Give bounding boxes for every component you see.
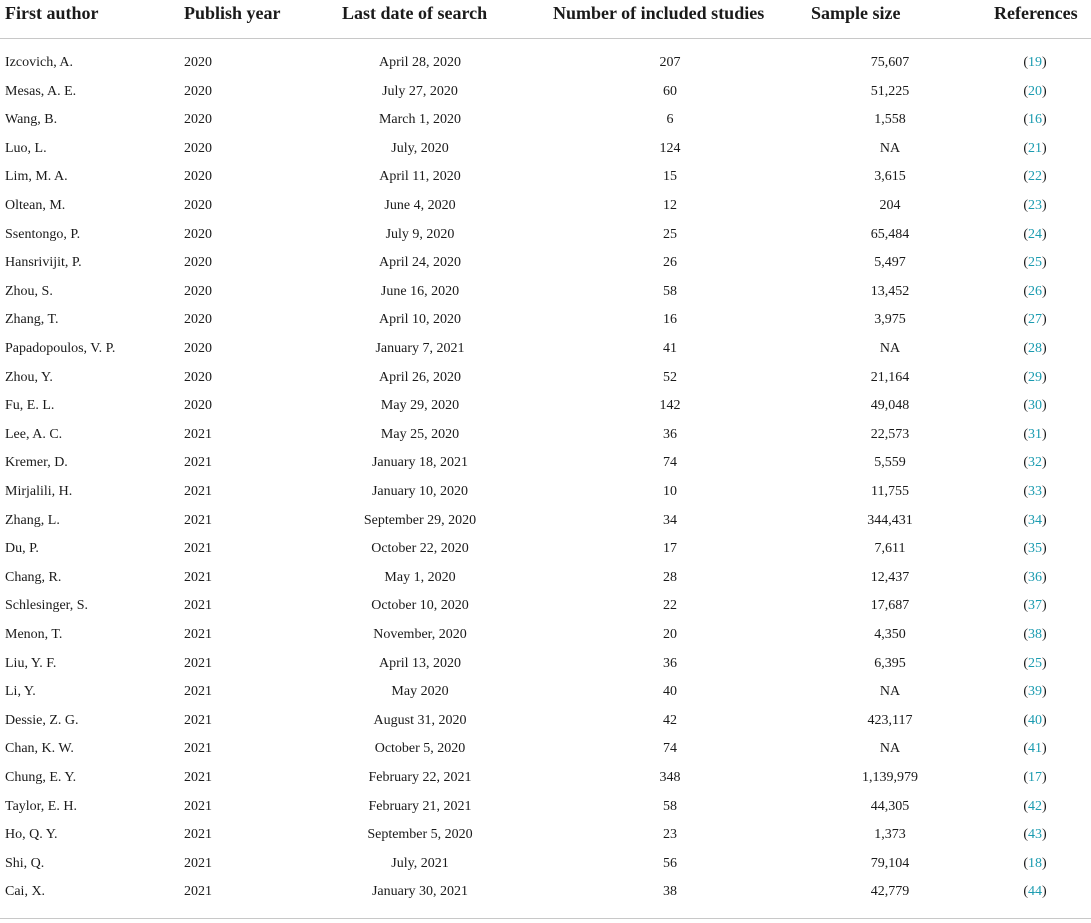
cell-reference: (27): [1023, 312, 1047, 328]
cell-reference: (19): [1023, 55, 1047, 70]
cell-publish-year: 2020: [184, 198, 212, 213]
cell-publish-year: 2020: [184, 369, 212, 385]
cell-reference: (34): [1023, 512, 1047, 528]
cell-last-date: February 21, 2021: [368, 798, 472, 814]
cell-last-date: May 25, 2020: [380, 426, 460, 442]
cell-first-author: Zhou, S.: [5, 283, 53, 299]
table-row: [0, 421, 1091, 449]
cell-reference: (20): [1023, 83, 1047, 99]
reference-link[interactable]: 38: [1028, 627, 1042, 642]
cell-num-studies: 20: [663, 627, 677, 642]
table-row: [0, 735, 1091, 763]
cell-sample-size: 1,139,979: [862, 770, 918, 785]
cell-num-studies: 58: [663, 283, 677, 299]
cell-last-date: January 30, 2021: [371, 884, 469, 900]
cell-first-author: Schlesinger, S.: [5, 598, 89, 614]
header-sample-size: Sample size: [811, 3, 901, 23]
cell-num-studies: 41: [663, 341, 677, 356]
cell-num-studies: 6: [666, 112, 674, 128]
reference-link[interactable]: 17: [1028, 770, 1042, 785]
reference-link[interactable]: 26: [1028, 283, 1042, 299]
cell-first-author: Shi, Q.: [5, 855, 45, 871]
table-row: [0, 478, 1091, 506]
table-row: [0, 821, 1091, 849]
cell-reference: (25): [1023, 655, 1047, 671]
cell-reference: (41): [1023, 741, 1047, 757]
cell-sample-size: 1,373: [874, 827, 906, 843]
cell-publish-year: 2021: [184, 827, 212, 843]
reference-link[interactable]: 42: [1028, 798, 1042, 814]
cell-sample-size: 49,048: [870, 398, 910, 414]
cell-last-date: May 1, 2020: [384, 569, 456, 585]
cell-publish-year: 2021: [184, 426, 212, 442]
cell-num-studies: 124: [659, 140, 681, 156]
reference-link[interactable]: 41: [1028, 741, 1042, 757]
cell-first-author: Chang, R.: [5, 569, 62, 585]
cell-reference: (22): [1023, 169, 1047, 185]
cell-num-studies: 38: [663, 884, 677, 900]
cell-sample-size: 13,452: [870, 283, 910, 299]
cell-reference: (16): [1023, 112, 1047, 128]
cell-sample-size: 17,687: [870, 598, 910, 614]
reference-link[interactable]: 20: [1028, 83, 1042, 99]
cell-reference: (30): [1023, 398, 1047, 414]
header-first-author: First author: [5, 3, 99, 23]
reference-link[interactable]: 32: [1028, 455, 1042, 471]
reference-link[interactable]: 18: [1028, 855, 1042, 871]
cell-last-date: July 27, 2020: [382, 83, 458, 99]
cell-first-author: Ho, Q. Y.: [5, 827, 58, 843]
cell-sample-size: 1,558: [874, 112, 906, 128]
cell-last-date: June 16, 2020: [380, 283, 460, 299]
cell-sample-size: 5,497: [874, 255, 906, 271]
cell-sample-size: 7,611: [874, 541, 906, 557]
cell-sample-size: 12,437: [870, 569, 910, 585]
table-row: [0, 592, 1091, 620]
cell-sample-size: 11,755: [871, 484, 909, 499]
cell-reference: (24): [1023, 226, 1047, 242]
cell-num-studies: 36: [663, 426, 677, 442]
cell-first-author: Papadopoulos, V. P.: [5, 341, 116, 356]
cell-reference: (29): [1023, 369, 1047, 385]
cell-sample-size: 6,395: [874, 655, 906, 671]
table-row: [0, 707, 1091, 735]
cell-publish-year: 2021: [184, 541, 212, 557]
cell-first-author: Izcovich, A.: [5, 55, 74, 70]
cell-num-studies: 36: [663, 655, 677, 671]
cell-num-studies: 348: [659, 770, 681, 785]
cell-last-date: April 28, 2020: [378, 55, 462, 70]
cell-first-author: Chan, K. W.: [5, 741, 74, 757]
cell-sample-size: 44,305: [870, 798, 910, 814]
cell-last-date: October 10, 2020: [371, 598, 469, 614]
cell-publish-year: 2021: [184, 684, 212, 700]
reference-link[interactable]: 21: [1028, 140, 1042, 156]
cell-num-studies: 15: [663, 169, 677, 185]
table-row: [0, 49, 1091, 77]
cell-sample-size: NA: [879, 341, 901, 356]
cell-sample-size: 51,225: [870, 83, 910, 99]
cell-num-studies: 74: [663, 741, 677, 757]
cell-publish-year: 2021: [184, 741, 212, 757]
cell-num-studies: 28: [663, 569, 677, 585]
cell-last-date: October 5, 2020: [374, 741, 466, 757]
cell-last-date: February 22, 2021: [368, 770, 472, 785]
cell-last-date: April 26, 2020: [378, 369, 462, 385]
cell-publish-year: 2021: [184, 627, 212, 642]
cell-first-author: Lee, A. C.: [5, 426, 63, 442]
table-row: [0, 564, 1091, 592]
cell-first-author: Mirjalili, H.: [5, 484, 73, 499]
table-row: [0, 678, 1091, 706]
cell-publish-year: 2020: [184, 55, 212, 70]
cell-last-date: April 24, 2020: [378, 255, 462, 271]
cell-publish-year: 2021: [184, 798, 212, 814]
cell-publish-year: 2020: [184, 255, 212, 271]
reference-link[interactable]: 44: [1028, 884, 1042, 900]
reference-link[interactable]: 34: [1028, 512, 1042, 528]
cell-last-date: March 1, 2020: [378, 112, 462, 128]
reference-link[interactable]: 19: [1028, 55, 1042, 70]
cell-reference: (36): [1023, 569, 1047, 585]
cell-last-date: April 13, 2020: [378, 655, 462, 671]
table-row: [0, 507, 1091, 535]
reference-link[interactable]: 28: [1028, 341, 1042, 356]
reference-link[interactable]: 30: [1028, 398, 1042, 414]
reference-link[interactable]: 35: [1028, 541, 1042, 557]
cell-publish-year: 2020: [184, 226, 212, 242]
reference-link[interactable]: 29: [1028, 369, 1042, 385]
cell-reference: (18): [1023, 855, 1047, 871]
cell-sample-size: 79,104: [870, 855, 910, 871]
cell-last-date: January 18, 2021: [371, 455, 469, 471]
reference-link[interactable]: 22: [1028, 169, 1042, 185]
table-row: [0, 449, 1091, 477]
cell-first-author: Li, Y.: [5, 684, 36, 700]
cell-first-author: Wang, B.: [5, 112, 58, 128]
cell-sample-size: 75,607: [870, 55, 910, 70]
cell-publish-year: 2020: [184, 83, 212, 99]
cell-num-studies: 142: [659, 398, 681, 414]
reference-link[interactable]: 36: [1028, 569, 1042, 585]
cell-first-author: Chung, E. Y.: [5, 770, 77, 785]
table-row: [0, 764, 1091, 792]
cell-first-author: Lim, M. A.: [5, 169, 68, 185]
cell-first-author: Cai, X.: [5, 884, 46, 900]
table-row: [0, 135, 1091, 163]
cell-first-author: Zhou, Y.: [5, 369, 53, 385]
cell-num-studies: 12: [663, 198, 677, 213]
cell-num-studies: 58: [663, 798, 677, 814]
reference-link[interactable]: 23: [1028, 198, 1042, 213]
cell-reference: (23): [1023, 198, 1047, 213]
cell-num-studies: 10: [663, 484, 677, 499]
cell-reference: (25): [1023, 255, 1047, 271]
cell-first-author: Kremer, D.: [5, 455, 68, 471]
cell-publish-year: 2021: [184, 712, 212, 728]
table-row: [0, 621, 1091, 649]
cell-publish-year: 2020: [184, 312, 212, 328]
cell-first-author: Zhang, T.: [5, 312, 59, 328]
table-row: [0, 878, 1091, 906]
cell-num-studies: 52: [663, 369, 677, 385]
cell-reference: (39): [1023, 684, 1047, 700]
reference-link[interactable]: 25: [1028, 255, 1042, 271]
cell-publish-year: 2021: [184, 455, 212, 471]
cell-sample-size: 5,559: [874, 455, 906, 471]
cell-num-studies: 17: [663, 541, 677, 557]
cell-sample-size: NA: [879, 140, 901, 156]
table-row: [0, 249, 1091, 277]
header-last-date: Last date of search: [342, 3, 488, 23]
cell-first-author: Fu, E. L.: [5, 398, 55, 414]
cell-last-date: August 31, 2020: [373, 712, 467, 728]
cell-publish-year: 2020: [184, 398, 212, 414]
cell-reference: (21): [1023, 140, 1047, 156]
cell-sample-size: 21,164: [870, 369, 910, 385]
cell-num-studies: 56: [663, 855, 677, 871]
cell-num-studies: 16: [663, 312, 677, 328]
cell-sample-size: 42,779: [870, 884, 910, 900]
cell-publish-year: 2020: [184, 283, 212, 299]
table-row: [0, 106, 1091, 134]
reference-link[interactable]: 16: [1028, 112, 1042, 128]
table-row: [0, 278, 1091, 306]
cell-num-studies: 40: [663, 684, 677, 700]
reference-link[interactable]: 37: [1028, 598, 1042, 614]
cell-publish-year: 2020: [184, 341, 212, 356]
table-row: [0, 192, 1091, 220]
cell-first-author: Zhang, L.: [5, 512, 60, 528]
table-row: [0, 793, 1091, 821]
table-row: [0, 163, 1091, 191]
cell-publish-year: 2020: [184, 140, 212, 156]
cell-reference: (28): [1023, 341, 1047, 356]
table-row: [0, 221, 1091, 249]
header-publish-year: Publish year: [184, 3, 281, 23]
cell-reference: (26): [1023, 283, 1047, 299]
cell-last-date: January 7, 2021: [375, 341, 465, 356]
bottom-rule: [0, 918, 1091, 919]
cell-first-author: Du, P.: [5, 541, 39, 557]
cell-publish-year: 2020: [184, 169, 212, 185]
table-row: [0, 335, 1091, 363]
cell-last-date: September 5, 2020: [367, 827, 473, 843]
header-references: References: [994, 3, 1078, 23]
cell-reference: (38): [1023, 627, 1047, 642]
cell-first-author: Dessie, Z. G.: [5, 712, 79, 728]
reference-link[interactable]: 39: [1028, 684, 1042, 700]
cell-first-author: Taylor, E. H.: [5, 798, 77, 814]
cell-last-date: September 29, 2020: [363, 512, 477, 528]
cell-num-studies: 42: [663, 712, 677, 728]
cell-publish-year: 2021: [184, 855, 212, 871]
cell-num-studies: 34: [663, 512, 677, 528]
cell-publish-year: 2021: [184, 770, 212, 785]
cell-sample-size: 65,484: [870, 226, 910, 242]
cell-publish-year: 2021: [184, 569, 212, 585]
cell-last-date: November, 2020: [373, 627, 467, 642]
cell-num-studies: 22: [663, 598, 677, 614]
cell-first-author: Hansrivijit, P.: [5, 255, 82, 271]
cell-sample-size: 3,975: [874, 312, 906, 328]
cell-last-date: January 10, 2020: [371, 484, 469, 499]
cell-sample-size: 22,573: [870, 426, 910, 442]
table-row: [0, 392, 1091, 420]
table-row: [0, 306, 1091, 334]
header-rule: [0, 38, 1091, 39]
cell-publish-year: 2021: [184, 655, 212, 671]
table-row: [0, 364, 1091, 392]
cell-last-date: July, 2021: [391, 855, 449, 871]
cell-reference: (37): [1023, 598, 1047, 614]
cell-reference: (33): [1023, 484, 1047, 499]
cell-reference: (40): [1023, 712, 1047, 728]
reference-link[interactable]: 25: [1028, 655, 1042, 671]
cell-first-author: Oltean, M.: [5, 198, 66, 213]
reference-link[interactable]: 31: [1028, 426, 1042, 442]
cell-sample-size: 423,117: [867, 712, 913, 728]
cell-sample-size: 204: [879, 198, 901, 213]
cell-num-studies: 74: [663, 455, 677, 471]
cell-first-author: Menon, T.: [5, 627, 63, 642]
cell-publish-year: 2020: [184, 112, 212, 128]
cell-num-studies: 207: [659, 55, 681, 70]
reference-link[interactable]: 24: [1028, 226, 1042, 242]
cell-first-author: Mesas, A. E.: [5, 83, 77, 99]
cell-last-date: May 2020: [391, 684, 449, 700]
reference-link[interactable]: 33: [1028, 484, 1042, 499]
cell-num-studies: 26: [663, 255, 677, 271]
cell-reference: (42): [1023, 798, 1047, 814]
cell-last-date: October 22, 2020: [371, 541, 469, 557]
cell-num-studies: 25: [663, 226, 677, 242]
cell-publish-year: 2021: [184, 884, 212, 900]
cell-sample-size: 3,615: [874, 169, 906, 185]
reference-link[interactable]: 40: [1028, 712, 1042, 728]
table-row: [0, 78, 1091, 106]
cell-publish-year: 2021: [184, 484, 212, 499]
cell-reference: (44): [1023, 884, 1047, 900]
cell-last-date: July, 2020: [391, 140, 449, 156]
cell-last-date: April 11, 2020: [379, 169, 461, 185]
reference-link[interactable]: 43: [1028, 827, 1042, 843]
cell-reference: (35): [1023, 541, 1047, 557]
table-row: [0, 535, 1091, 563]
table-row: [0, 850, 1091, 878]
header-num-studies: Number of included studies: [553, 3, 765, 23]
cell-reference: (31): [1023, 426, 1047, 442]
cell-num-studies: 23: [663, 827, 677, 843]
cell-last-date: April 10, 2020: [378, 312, 462, 328]
table-row: [0, 650, 1091, 678]
cell-sample-size: NA: [879, 741, 901, 757]
cell-num-studies: 60: [663, 83, 677, 99]
cell-publish-year: 2021: [184, 512, 212, 528]
cell-last-date: June 4, 2020: [384, 198, 456, 213]
cell-last-date: July 9, 2020: [385, 226, 455, 242]
cell-sample-size: NA: [879, 684, 901, 700]
reference-link[interactable]: 27: [1028, 312, 1042, 328]
cell-reference: (32): [1023, 455, 1047, 471]
cell-publish-year: 2021: [184, 598, 212, 614]
cell-first-author: Ssentongo, P.: [5, 226, 81, 242]
cell-sample-size: 344,431: [867, 512, 913, 528]
cell-first-author: Liu, Y. F.: [5, 655, 57, 671]
cell-first-author: Luo, L.: [5, 140, 47, 156]
cell-sample-size: 4,350: [874, 627, 906, 642]
cell-last-date: May 29, 2020: [380, 398, 460, 414]
cell-reference: (43): [1023, 827, 1047, 843]
cell-reference: (17): [1023, 770, 1047, 785]
